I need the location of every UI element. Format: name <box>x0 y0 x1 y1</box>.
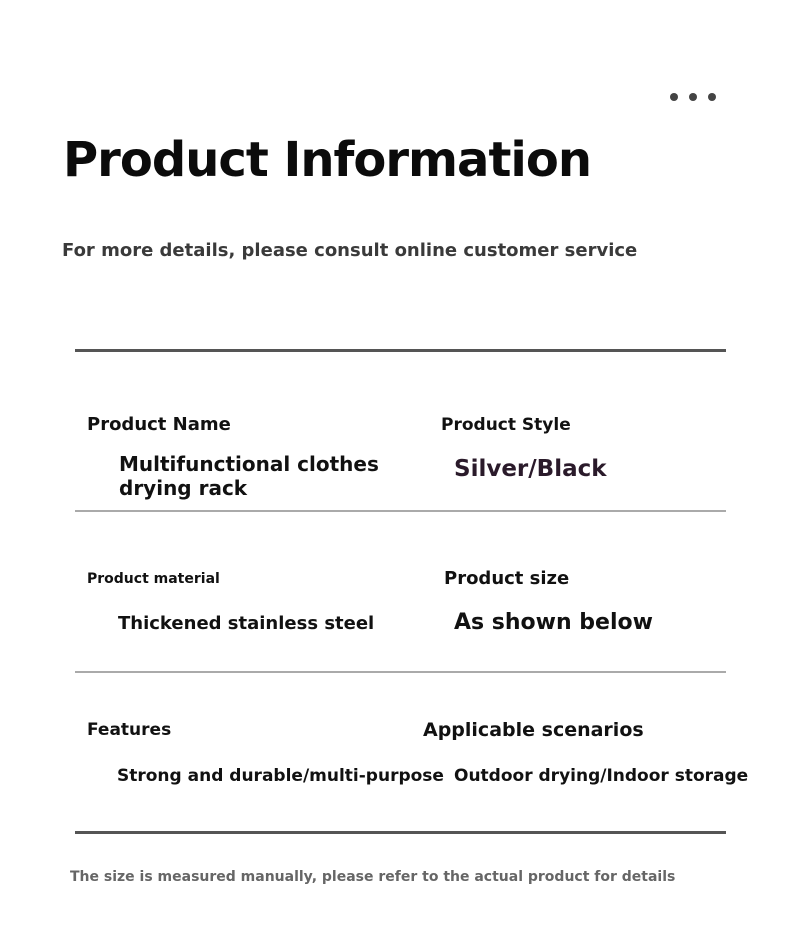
product-size-label: Product size <box>444 568 570 589</box>
page-subtitle: For more details, please consult online customer service <box>62 240 638 261</box>
dot <box>708 93 716 101</box>
product-size-value: As shown below <box>454 610 653 635</box>
applicable-scenarios-label: Applicable scenarios <box>423 719 644 741</box>
row-divider <box>75 510 726 512</box>
top-divider <box>75 349 726 352</box>
product-material-value: Thickened stainless steel <box>118 613 375 634</box>
dot <box>689 93 697 101</box>
row-divider <box>75 671 726 673</box>
features-label: Features <box>87 720 172 740</box>
page-title: Product Information <box>63 132 591 188</box>
product-name-value-line2: drying rack <box>119 476 248 500</box>
product-style-label: Product Style <box>441 415 571 435</box>
size-disclaimer: The size is measured manually, please refer to the actual product for details <box>70 869 676 885</box>
product-name-label: Product Name <box>87 414 231 435</box>
more-dots-icon[interactable] <box>670 93 716 101</box>
product-name-value <box>119 452 379 500</box>
dot <box>670 93 678 101</box>
product-name-value-line1: Multifunctional clothes <box>119 452 379 476</box>
product-material-label: Product material <box>87 571 220 587</box>
applicable-scenarios-value: Outdoor drying/Indoor storage <box>454 766 749 786</box>
product-style-value: Silver/Black <box>454 456 607 482</box>
features-value: Strong and durable/multi-purpose <box>117 766 444 786</box>
bottom-divider <box>75 831 726 834</box>
